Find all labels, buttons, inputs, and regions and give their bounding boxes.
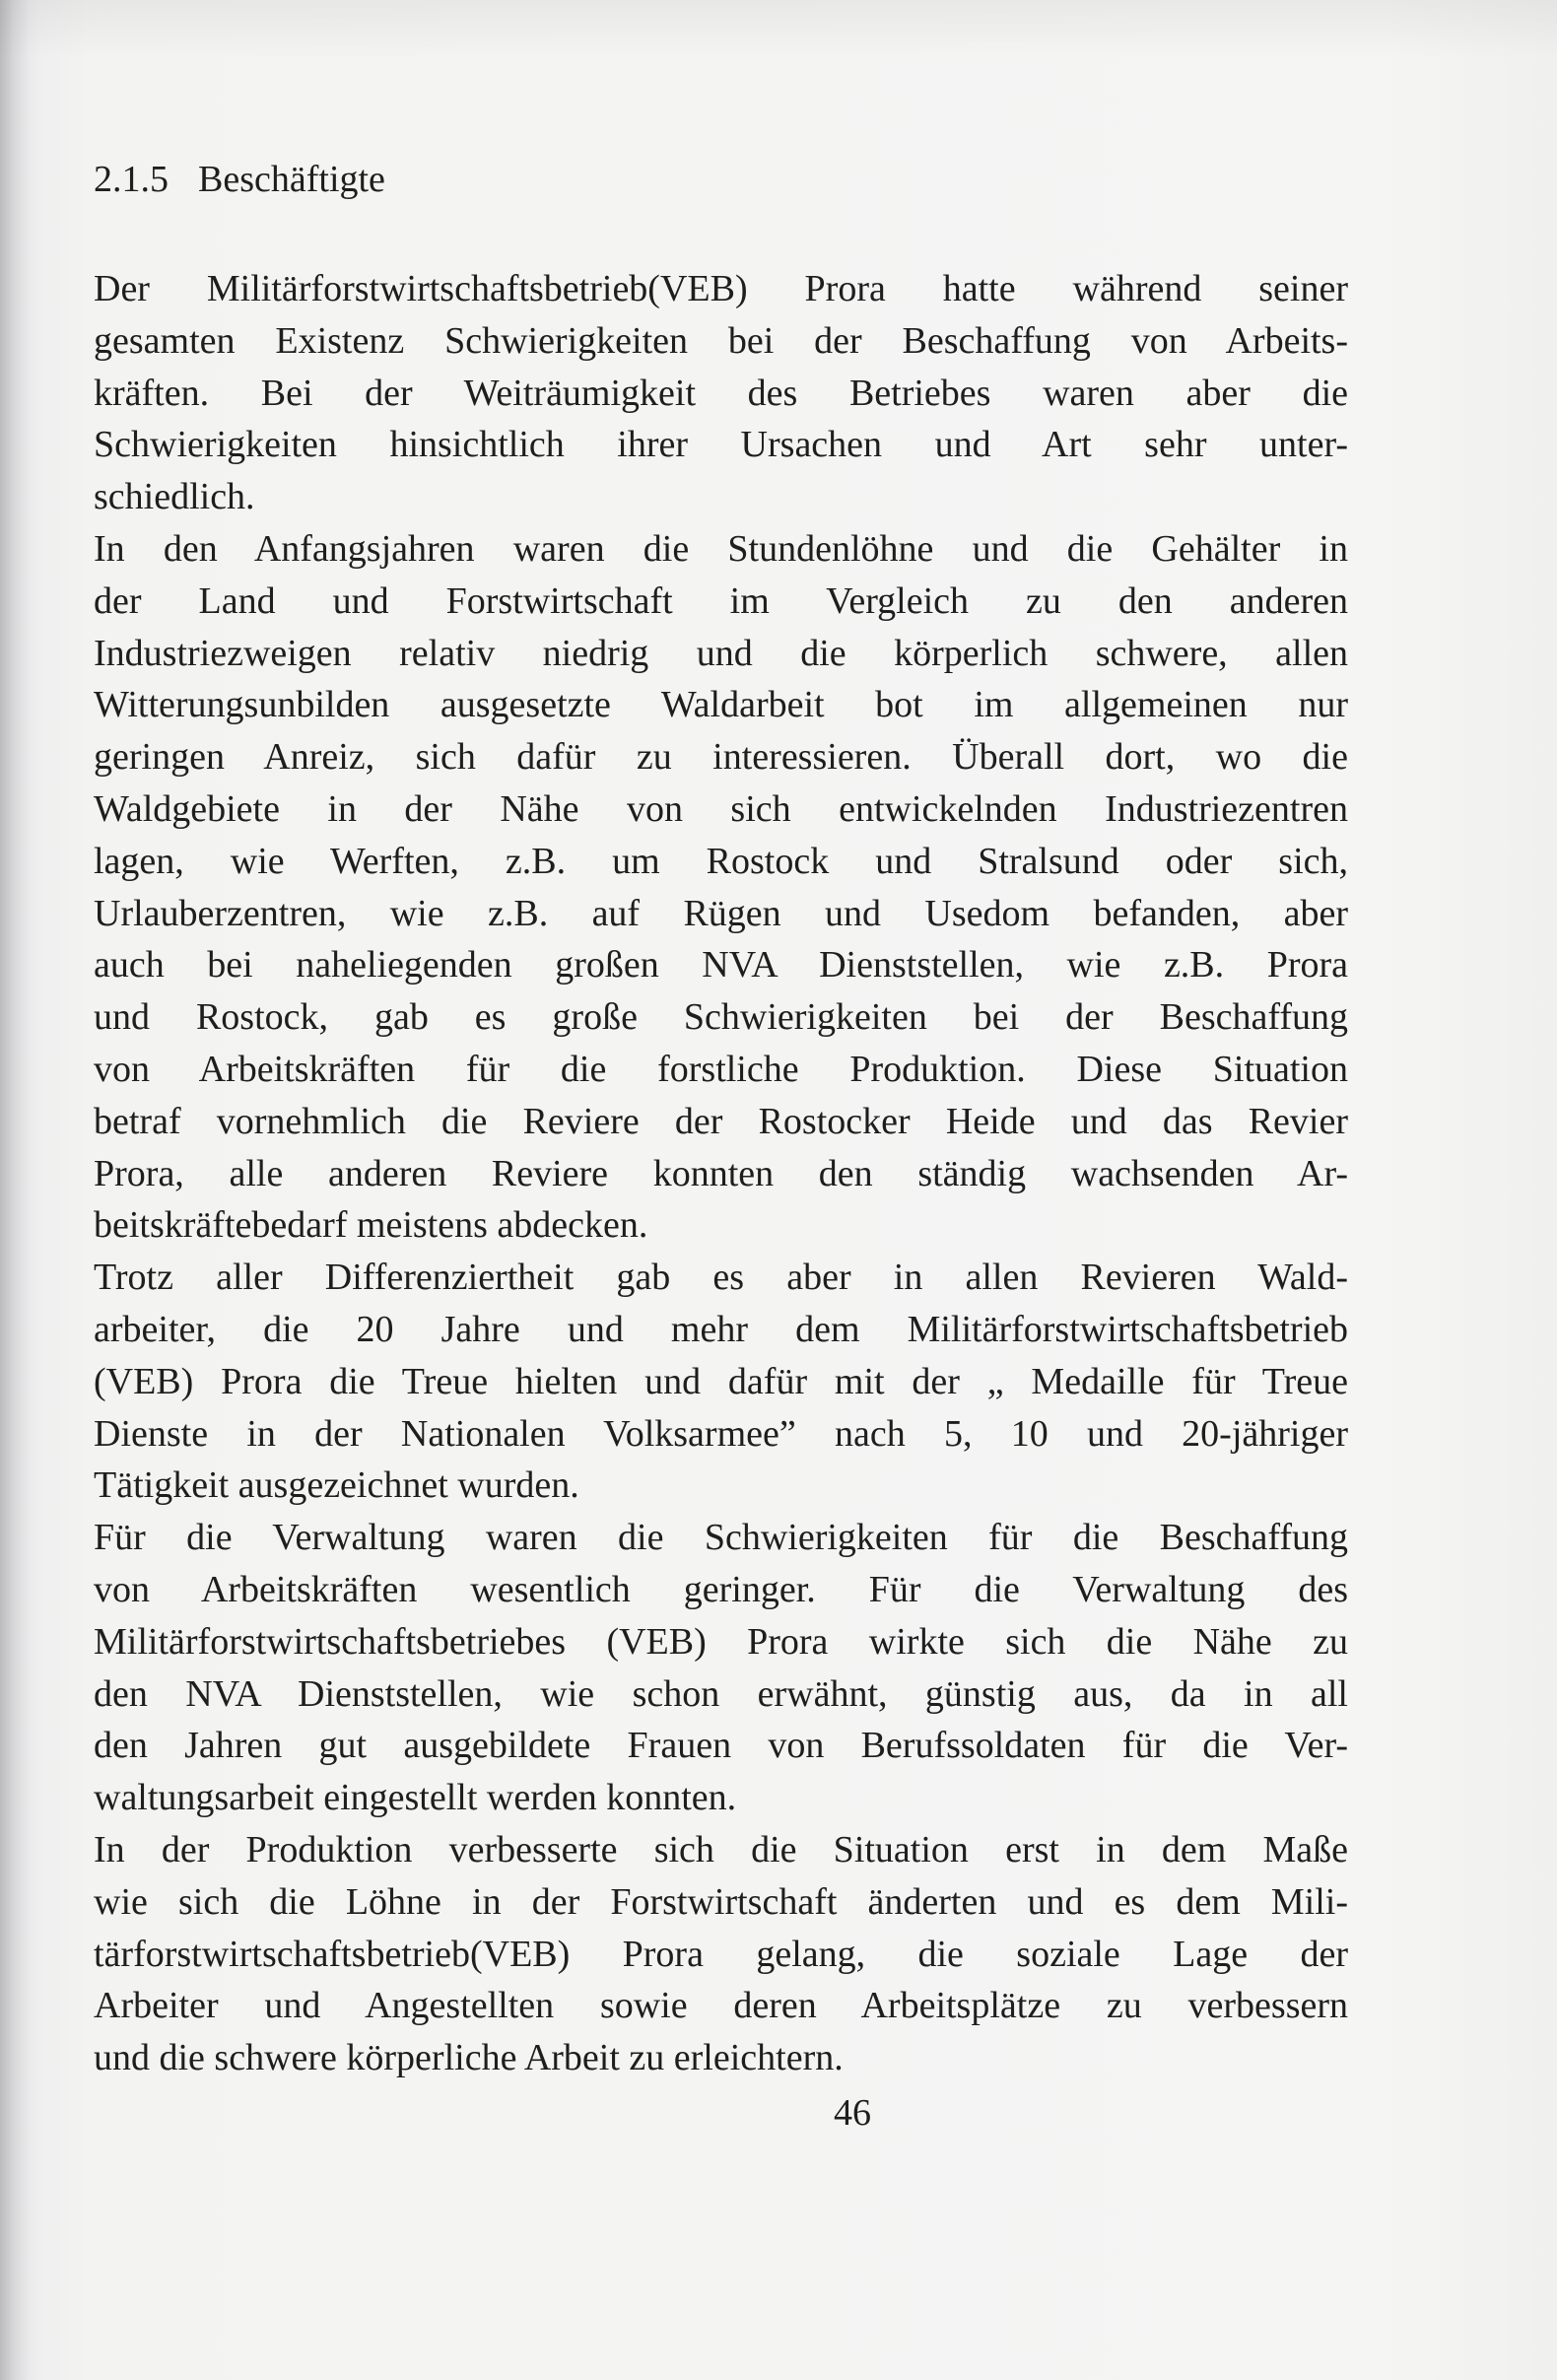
text-line: gesamten Existenz Schwierigkeiten bei der Beschaffung von Arbeits-: [94, 319, 1348, 362]
text-line: der Land und Forstwirtschaft im Vergleich zu den anderen: [94, 579, 1348, 622]
text-line: Trotz aller Differenziertheit gab es aber in allen Revieren Wald-: [94, 1257, 1348, 1299]
text-line: Dienste in der Nationalen Volksarmee” nach 5, 10 und 20-jähriger: [94, 1412, 1348, 1455]
paragraph-3: [94, 1252, 1348, 1512]
text-line: Waldgebiete in der Nähe von sich entwickelnden Industriezentren: [94, 787, 1348, 830]
text-line: lagen, wie Werften, z.B. um Rostock und Stralsund oder sich,: [94, 840, 1348, 882]
text-line: Arbeiter und Angestellten sowie deren Arbeitsplätze zu verbessern: [94, 1985, 1348, 2027]
text-line: Prora, alle anderen Reviere konnten den ständig wachsenden Ar-: [94, 1152, 1348, 1194]
text-line: und Rostock, gab es große Schwierigkeiten bei der Beschaffung: [94, 996, 1348, 1039]
paragraph-5: [94, 1824, 1348, 2084]
section-title: Beschäftigte: [198, 159, 385, 200]
text-line: In den Anfangsjahren waren die Stundenlöhne und die Gehälter in: [94, 527, 1348, 570]
text-line: kräften. Bei der Weiträumigkeit des Betriebes waren aber die: [94, 372, 1348, 414]
text-line: tärforstwirtschaftsbetrieb(VEB) Prora gelang, die soziale Lage der: [94, 1933, 1348, 1975]
paragraph-2: [94, 523, 1348, 1252]
page-gutter-shadow: [0, 0, 30, 2380]
text-line: Der Militärforstwirtschaftsbetrieb(VEB) Prora hatte während seiner: [94, 268, 1348, 309]
text-line: beitskräftebedarf meistens abdecken.: [94, 1204, 648, 1247]
text-line: (VEB) Prora die Treue hielten und dafür mit der „ Medaille für Treue: [94, 1360, 1348, 1402]
text-line: geringen Anreiz, sich dafür zu interessieren. Überall dort, wo die: [94, 736, 1348, 779]
text-line: Für die Verwaltung waren die Schwierigkeiten für die Beschaffung: [94, 1517, 1348, 1559]
section-number: 2.1.5: [94, 159, 169, 200]
page-number: 46: [834, 2092, 871, 2134]
text-line: In der Produktion verbesserte sich die Situation erst in dem Maße: [94, 1828, 1348, 1870]
text-line: den NVA Dienststellen, wie schon erwähnt, günstig aus, da in all: [94, 1672, 1348, 1715]
section-heading: [94, 154, 1348, 206]
paragraph-1: [94, 263, 1348, 523]
text-line: auch bei naheliegenden großen NVA Dienststellen, wie z.B. Prora: [94, 944, 1348, 986]
text-line: den Jahren gut ausgebildete Frauen von Berufssoldaten für die Ver-: [94, 1725, 1348, 1767]
paragraph-4: [94, 1512, 1348, 1824]
text-line: Industriezweigen relativ niedrig und die körperlich schwere, allen: [94, 632, 1348, 674]
text-line: schiedlich.: [94, 476, 255, 518]
text-line: wie sich die Löhne in der Forstwirtschaft änderten und es dem Mili-: [94, 1880, 1348, 1923]
text-line: Schwierigkeiten hinsichtlich ihrer Ursachen und Art sehr unter-: [94, 424, 1348, 466]
text-line: von Arbeitskräften wesentlich geringer. Für die Verwaltung des: [94, 1568, 1348, 1610]
text-line: von Arbeitskräften für die forstliche Produktion. Diese Situation: [94, 1048, 1348, 1090]
text-line: Tätigkeit ausgezeichnet wurden.: [94, 1464, 579, 1507]
text-block: [94, 154, 1348, 2084]
text-line: Militärforstwirtschaftsbetriebes (VEB) Prora wirkte sich die Nähe zu: [94, 1620, 1348, 1663]
text-line: arbeiter, die 20 Jahre und mehr dem Militärforstwirtschaftsbetrieb: [94, 1308, 1348, 1350]
text-line: Witterungsunbilden ausgesetzte Waldarbeit bot im allgemeinen nur: [94, 684, 1348, 726]
text-line: waltungsarbeit eingestellt werden konnten.: [94, 1777, 737, 1819]
text-line: betraf vornehmlich die Reviere der Rostocker Heide und das Revier: [94, 1100, 1348, 1142]
page-top-shadow: [0, 0, 1557, 59]
text-line: Urlauberzentren, wie z.B. auf Rügen und Usedom befanden, aber: [94, 892, 1348, 934]
text-line: und die schwere körperliche Arbeit zu erleichtern.: [94, 2037, 844, 2079]
